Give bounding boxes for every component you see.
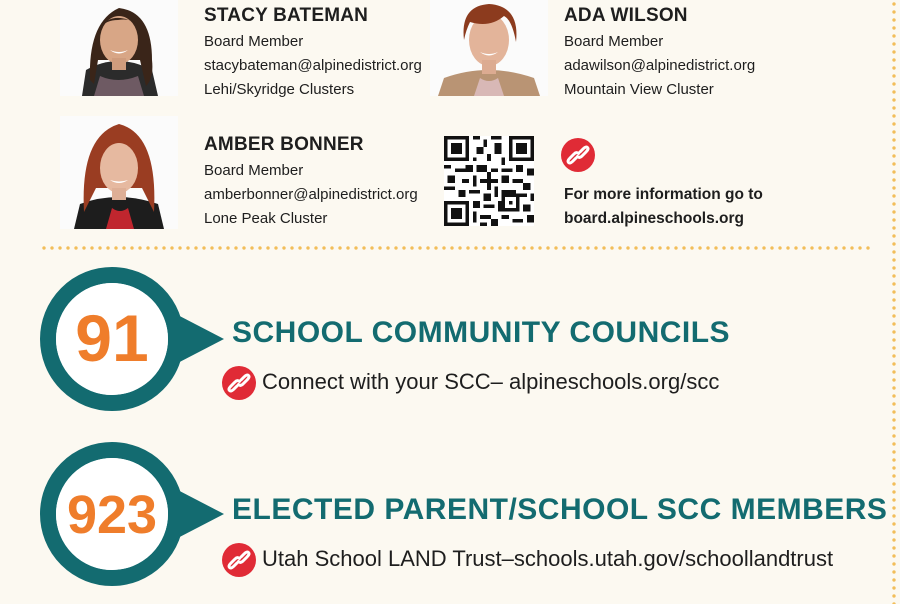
stacy-bateman-photo xyxy=(60,0,178,96)
scc-link[interactable]: Connect with your SCC– alpineschools.org/scc xyxy=(262,369,720,394)
member-role: Board Member xyxy=(204,162,304,179)
member-email[interactable]: amberbonner@alpinedistrict.org xyxy=(204,186,418,203)
member-name: ADA WILSON xyxy=(564,5,688,26)
more-info-text xyxy=(564,183,763,231)
amber-bonner-photo xyxy=(60,116,178,229)
link-icon[interactable] xyxy=(561,138,595,177)
board-member-card xyxy=(204,134,418,231)
board-member-card xyxy=(204,5,422,102)
member-area: Lehi/Skyridge Clusters xyxy=(204,81,355,98)
member-email[interactable]: adawilson@alpinedistrict.org xyxy=(564,57,756,74)
member-role: Board Member xyxy=(564,33,664,50)
member-email[interactable]: stacybateman@alpinedistrict.org xyxy=(204,57,422,74)
member-role: Board Member xyxy=(204,33,304,50)
link-icon[interactable] xyxy=(222,366,256,405)
member-name: AMBER BONNER xyxy=(204,134,364,155)
land-trust-link[interactable]: Utah School LAND Trust–schools.utah.gov/schoollandtrust xyxy=(262,546,834,571)
dotted-divider xyxy=(40,245,870,251)
stat-heading: SCHOOL COMMUNITY COUNCILS xyxy=(232,316,731,349)
dotted-border-right xyxy=(892,0,896,604)
board-website-link[interactable]: board.alpineschools.org xyxy=(564,210,744,227)
ada-wilson-photo xyxy=(430,0,548,96)
more-info-label: For more information go to xyxy=(564,186,763,203)
member-name: STACY BATEMAN xyxy=(204,5,369,26)
qr-code xyxy=(444,136,534,231)
member-area: Mountain View Cluster xyxy=(564,81,714,98)
board-member-card xyxy=(564,5,755,102)
member-area: Lone Peak Cluster xyxy=(204,210,328,227)
stat-number: 923 xyxy=(66,485,158,545)
stat-number: 91 xyxy=(75,301,149,375)
link-icon[interactable] xyxy=(222,543,256,582)
stat-heading: ELECTED PARENT/SCHOOL SCC MEMBERS xyxy=(232,493,888,526)
